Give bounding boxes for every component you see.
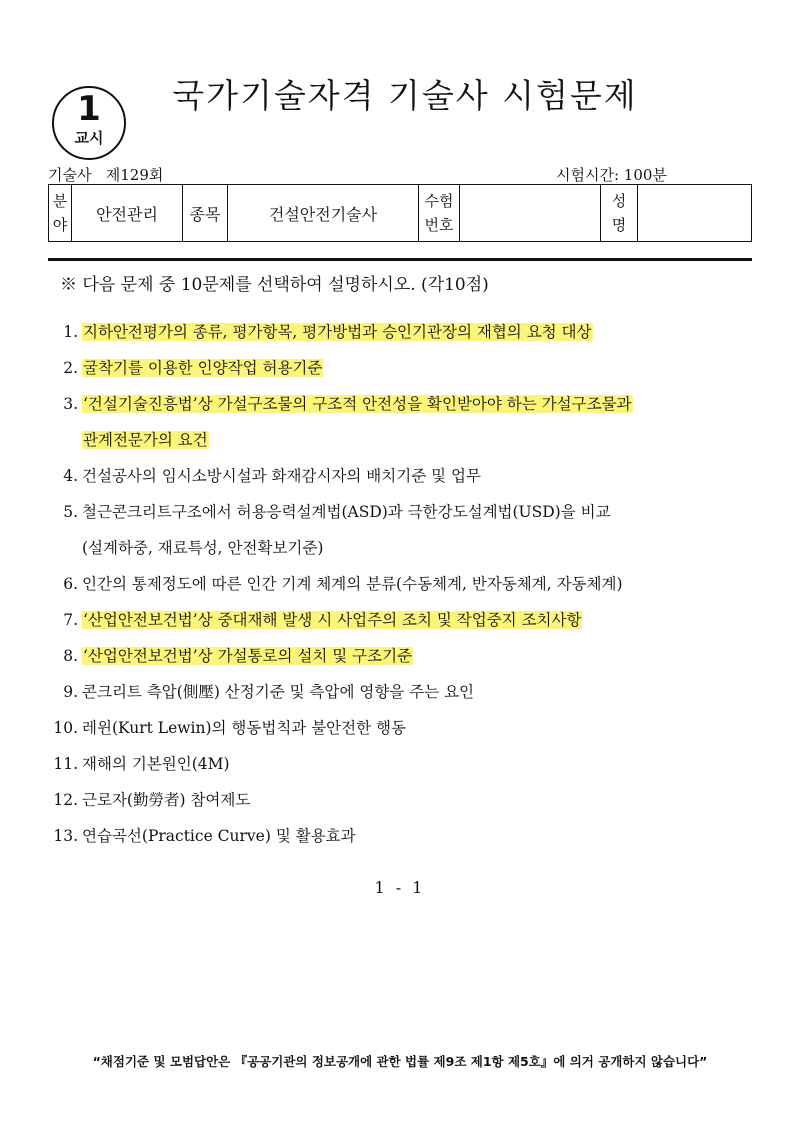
exam-number-label — [419, 185, 460, 242]
category-value: 건설안전기술사 — [228, 185, 419, 242]
exam-number-label-top: 수험 — [424, 192, 454, 210]
exam-number-label-bottom: 번호 — [424, 216, 454, 234]
question-item — [48, 674, 758, 710]
exam-round: 기술사 제129회 — [48, 166, 164, 184]
question-item — [48, 782, 758, 818]
question-text: ‘건설기술진흥법’상 가설구조물의 구조적 안전성을 확인받아야 하는 가설구조물과 — [83, 395, 632, 413]
question-item — [48, 746, 758, 782]
question-number: 13. — [53, 827, 78, 845]
question-item — [48, 494, 758, 566]
question-list — [48, 314, 758, 854]
question-text-continued: (설계하중, 재료특성, 안전확보기준) — [82, 539, 324, 557]
question-number: 6. — [63, 575, 78, 593]
field-value: 안전관리 — [72, 185, 183, 242]
question-text: 인간의 통제정도에 따른 인간 기계 체계의 분류(수동체계, 반자동체계, 자동체계) — [82, 575, 623, 593]
question-text: 철근콘크리트구조에서 허용응력설계법(ASD)과 극한강도설계법(USD)을 비교 — [82, 503, 611, 521]
question-text: ‘산업안전보건법’상 가설통로의 설치 및 구조기준 — [83, 647, 413, 665]
exam-number-field[interactable] — [460, 185, 601, 242]
field-label-top: 분 — [52, 192, 68, 210]
divider-rule — [48, 258, 752, 261]
question-item — [48, 818, 758, 854]
question-text-continued: 관계전문가의 요건 — [83, 431, 208, 449]
question-number: 11. — [53, 755, 78, 773]
question-text: 지하안전평가의 종류, 평가항목, 평가방법과 승인기관장의 재협의 요청 대상 — [83, 323, 592, 341]
time-limit: 시험시간: 100분 — [556, 166, 667, 184]
question-text: 굴착기를 이용한 인양작업 허용기준 — [83, 359, 323, 377]
footer-note: “채점기준 및 모범답안은 『공공기관의 정보공개에 관한 법률 제9조 제1항 제5호』에 의거 공개하지 않습니다” — [92, 1054, 708, 1069]
question-number: 9. — [63, 683, 78, 701]
question-item — [48, 350, 758, 386]
field-label-bottom: 야 — [52, 216, 68, 234]
question-item — [48, 314, 758, 350]
question-item — [48, 458, 758, 494]
question-text: 건설공사의 임시소방시설과 화재감시자의 배치기준 및 업무 — [82, 467, 481, 485]
question-text: ‘산업안전보건법’상 중대재해 발생 시 사업주의 조치 및 작업중지 조치사항 — [83, 611, 582, 629]
question-number: 12. — [53, 791, 78, 809]
question-item — [48, 566, 758, 602]
question-item — [48, 710, 758, 746]
question-number: 7. — [63, 611, 78, 629]
question-number: 1. — [63, 323, 78, 341]
question-number: 10. — [53, 719, 78, 737]
instruction: ※ 다음 문제 중 10문제를 선택하여 설명하시오. (각10점) — [60, 275, 489, 295]
name-label-top: 성 — [611, 192, 627, 210]
name-label-bottom: 명 — [611, 216, 627, 234]
name-field[interactable] — [638, 185, 752, 242]
page-number: 1 - 1 — [374, 878, 426, 897]
question-number: 4. — [63, 467, 78, 485]
question-text: 근로자(勤勞者) 참여제도 — [82, 791, 251, 809]
session-badge — [52, 86, 126, 160]
question-item — [48, 602, 758, 638]
field-label — [49, 185, 72, 242]
question-item — [48, 386, 758, 458]
candidate-info-table — [48, 184, 752, 242]
question-number: 2. — [63, 359, 78, 377]
session-number: 1 — [77, 89, 101, 129]
question-text: 재해의 기본원인(4M) — [82, 755, 230, 773]
question-text: 콘크리트 측압(側壓) 산정기준 및 측압에 영향을 주는 요인 — [82, 683, 475, 701]
question-text: 연습곡선(Practice Curve) 및 활용효과 — [82, 827, 356, 845]
question-item — [48, 638, 758, 674]
exam-title: 국가기술자격 기술사 시험문제 — [172, 76, 638, 115]
question-text: 레윈(Kurt Lewin)의 행동법칙과 불안전한 행동 — [82, 719, 406, 737]
question-number: 5. — [63, 503, 78, 521]
session-label: 교시 — [74, 129, 104, 147]
question-number: 3. — [63, 395, 78, 413]
question-number: 8. — [63, 647, 78, 665]
name-label — [601, 185, 638, 242]
category-label: 종목 — [183, 185, 228, 242]
